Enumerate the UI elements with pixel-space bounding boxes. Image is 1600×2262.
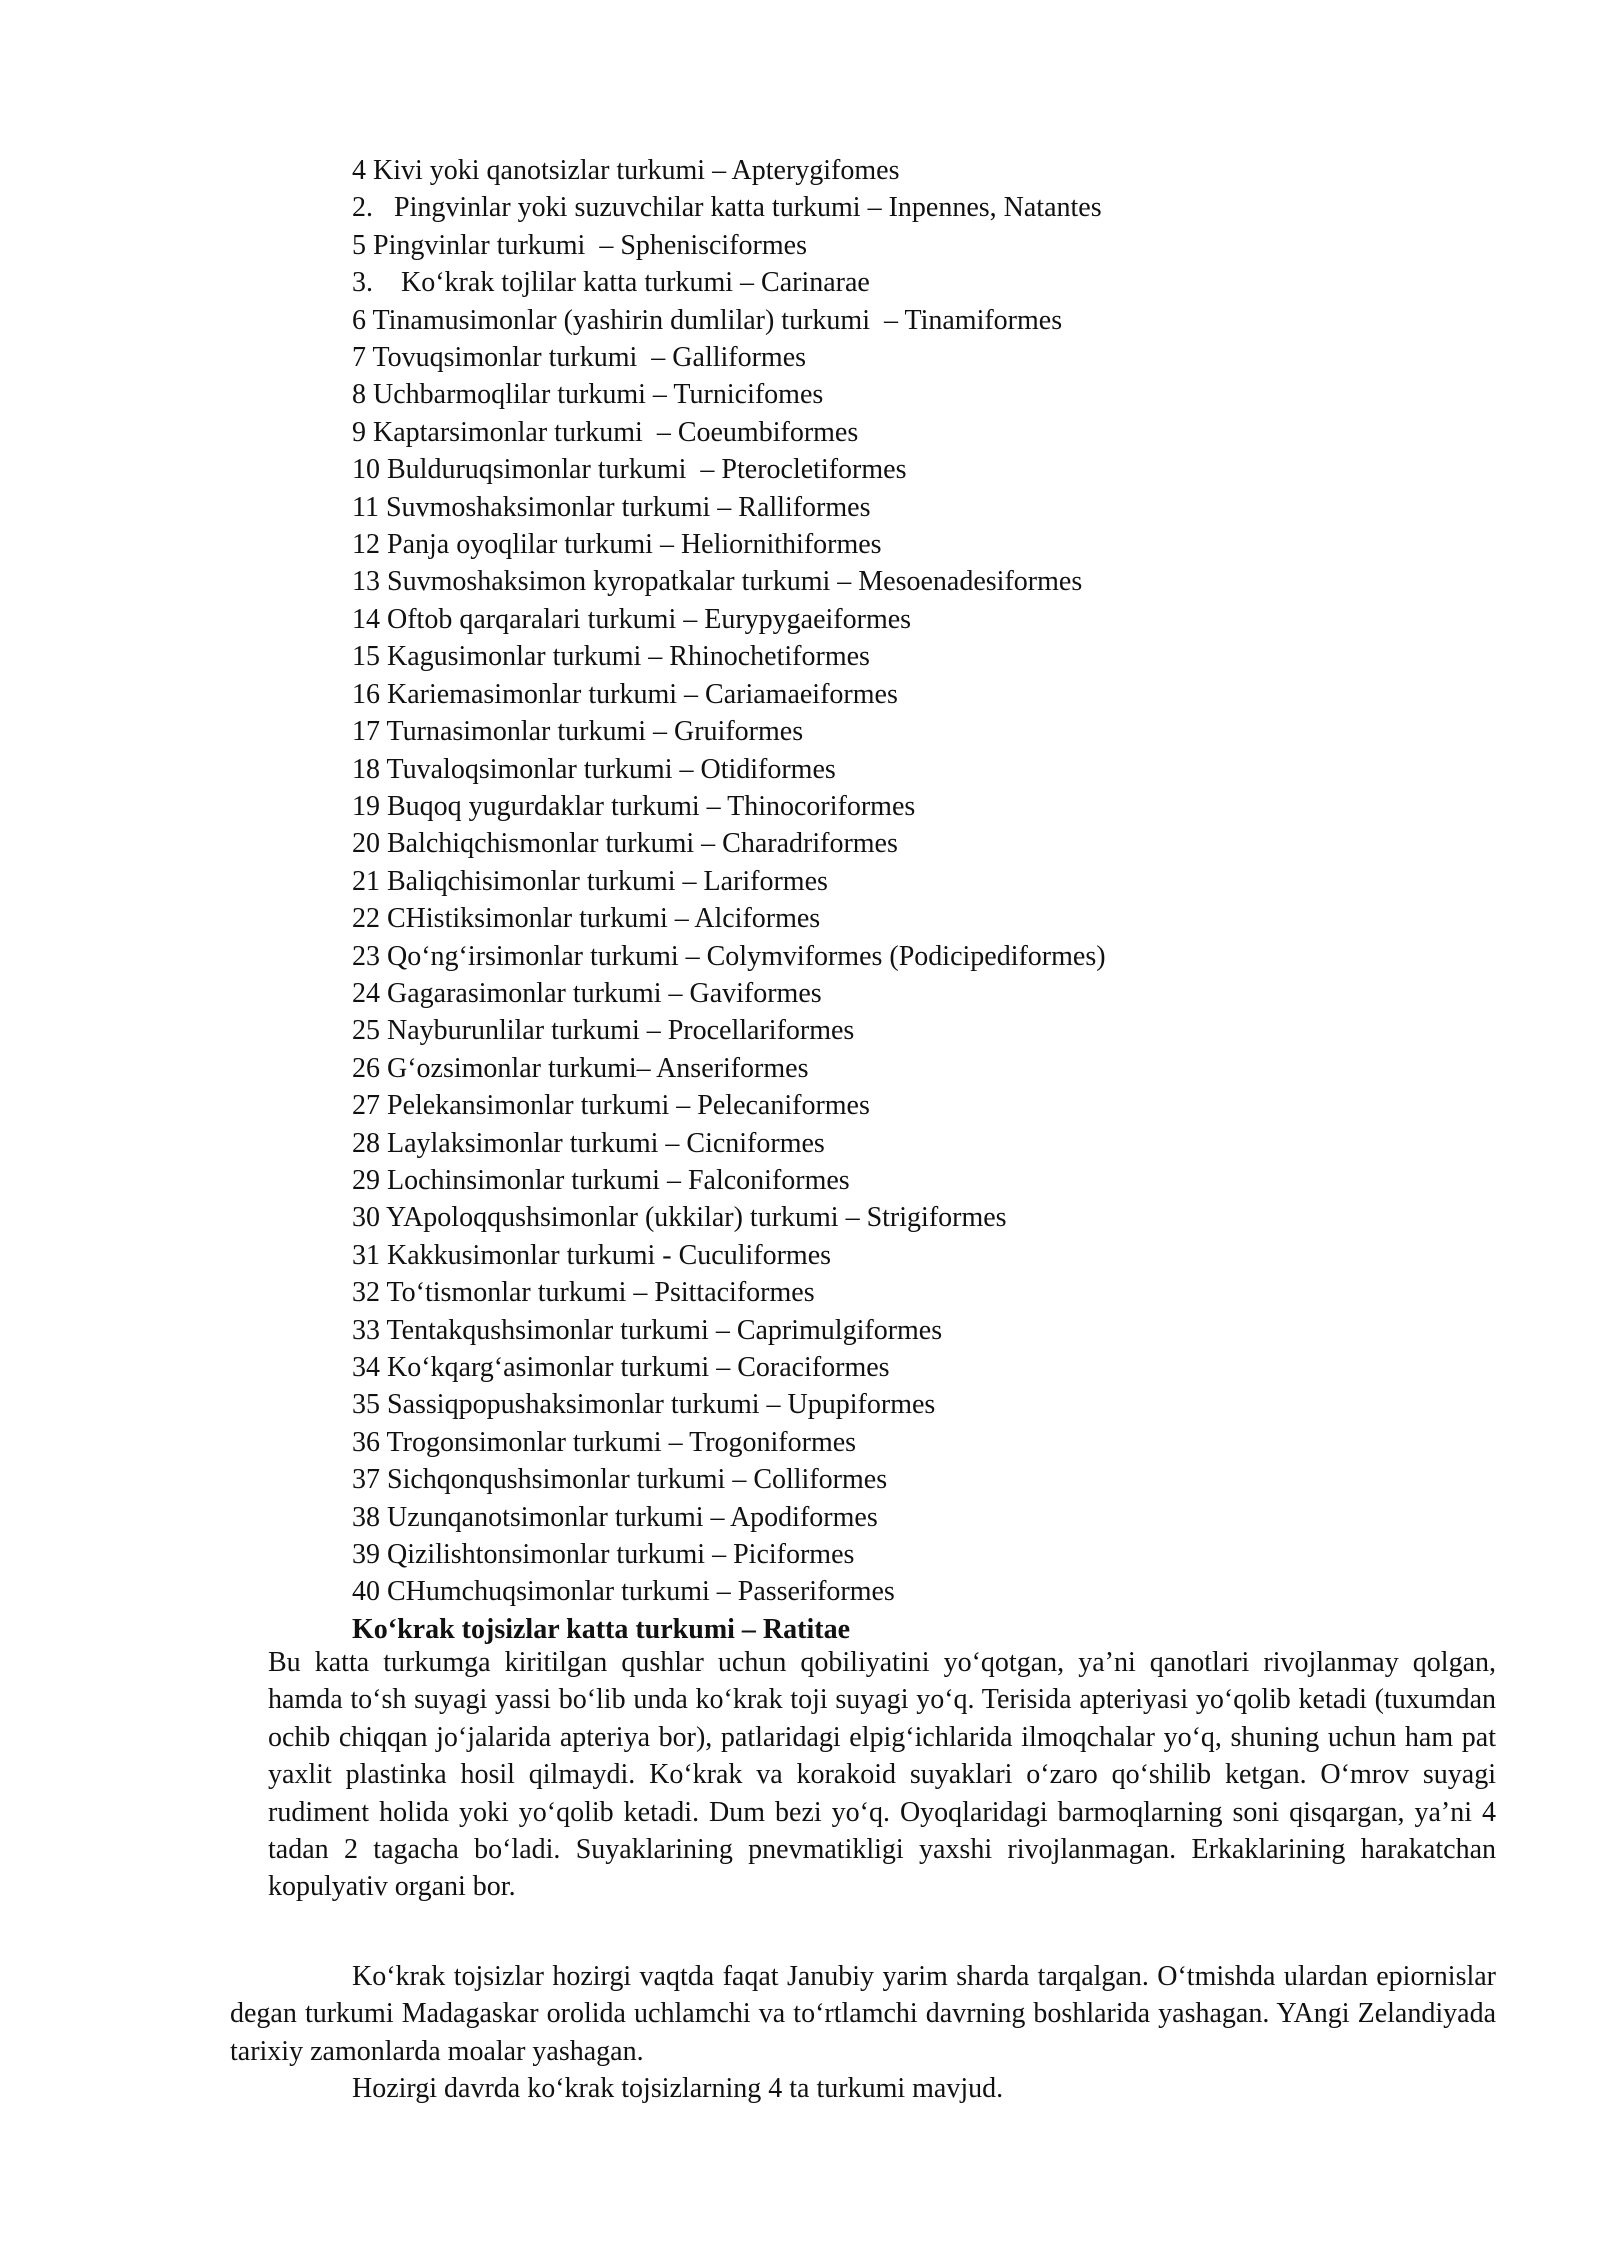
- list-item: 2. Pingvinlar yoki suzuvchilar katta turkumi – Inpennes, Natantes: [352, 192, 1102, 224]
- ratitae-description-paragraph: Bu katta turkumga kiritilgan qushlar uchun qobiliyatini yo‘qotgan, ya’ni qanotlari rivojlanmay qolgan, hamda to‘sh suyagi yassi bo‘lib unda ko‘krak toji suyagi yo‘q. Terisida apteriyasi yo‘qolib ketadi (tuxumdan ochib chiqqan jo‘jalarida apteriya bor), patlaridagi elpig‘ichlarida ilmoqchalar yo‘q, shuning uchun ham pat yaxlit plastinka hosil qilmaydi. Ko‘krak va korakoid suyaklari o‘zaro qo‘shilib ketgan. O‘mrov suyagi rudiment holida yoki yo‘qolib ketadi. Dum bezi yo‘q. Oyoqlaridagi barmoqlarning soni qisqargan, ya’ni 4 tadan 2 tagacha bo‘ladi. Suyaklarining pnevmatikligi yaxshi rivojlanmagan. Erkaklarining harakatchan kopulyativ organi bor.: [268, 1647, 1496, 1903]
- list-item: 8 Uchbarmoqlilar turkumi – Turnicifomes: [352, 379, 824, 411]
- list-item: 28 Laylaksimonlar turkumi – Cicniformes: [352, 1127, 825, 1159]
- list-item: 21 Baliqchisimonlar turkumi – Lariformes: [352, 865, 828, 897]
- list-item: 22 CHistiksimonlar turkumi – Alciformes: [352, 903, 821, 935]
- list-item: 33 Tentakqushsimonlar turkumi – Caprimulgiformes: [352, 1314, 943, 1346]
- list-item: 40 CHumchuqsimonlar turkumi – Passeriformes: [352, 1576, 895, 1608]
- list-item: 9 Kaptarsimonlar turkumi – Coeumbiformes: [352, 416, 859, 448]
- orders-count-paragraph: Hozirgi davrda ko‘krak tojsizlarning 4 ta turkumi mavjud.: [352, 2073, 1004, 2104]
- list-item: 19 Buqoq yugurdaklar turkumi – Thinocoriformes: [352, 790, 916, 822]
- list-item: 30 YApoloqqushsimonlar (ukkilar) turkumi – Strigiformes: [352, 1202, 1007, 1234]
- list-item: 18 Tuvaloqsimonlar turkumi – Otidiformes: [352, 753, 836, 785]
- list-item: 6 Tinamusimonlar (yashirin dumlilar) turkumi – Tinamiformes: [352, 304, 1063, 336]
- bird-orders-list: [352, 152, 1502, 1648]
- list-item: 15 Kagusimonlar turkumi – Rhinochetiformes: [352, 641, 870, 673]
- list-item: 25 Nayburunlilar turkumi – Procellariformes: [352, 1015, 855, 1047]
- list-item: 34 Ko‘kqarg‘asimonlar turkumi – Coraciformes: [352, 1352, 890, 1383]
- list-item: 29 Lochinsimonlar turkumi – Falconiformes: [352, 1164, 850, 1196]
- list-item: 35 Sassiqpopushaksimonlar turkumi – Upupiformes: [352, 1389, 936, 1421]
- list-item: 37 Sichqonqushsimonlar turkumi – Colliformes: [352, 1464, 888, 1496]
- list-item: 12 Panja oyoqlilar turkumi – Heliornithiformes: [352, 529, 882, 561]
- list-item: 26 G‘ozsimonlar turkumi– Anseriformes: [352, 1052, 809, 1084]
- list-item: 13 Suvmoshaksimon kyropatkalar turkumi – Mesoenadesiformes: [352, 566, 1083, 598]
- list-item: 31 Kakkusimonlar turkumi - Cuculiformes: [352, 1239, 832, 1271]
- list-item: 14 Oftob qarqaralari turkumi – Eurypygaeiformes: [352, 603, 912, 635]
- list-item: 11 Suvmoshaksimonlar turkumi – Ralliformes: [352, 491, 871, 523]
- list-item: 17 Turnasimonlar turkumi – Gruiformes: [352, 716, 804, 748]
- list-item: 39 Qizilishtonsimonlar turkumi – Piciformes: [352, 1539, 855, 1571]
- list-item: 7 Tovuqsimonlar turkumi – Galliformes: [352, 342, 807, 374]
- list-item: 20 Balchiqchismonlar turkumi – Charadriformes: [352, 828, 898, 860]
- list-item: 38 Uzunqanotsimonlar turkumi – Apodiformes: [352, 1501, 878, 1533]
- list-item: 16 Kariemasimonlar turkumi – Cariamaeiformes: [352, 678, 898, 710]
- list-item: 10 Bulduruqsimonlar turkumi – Pterocletiformes: [352, 454, 907, 486]
- list-item: 27 Pelekansimonlar turkumi – Pelecaniformes: [352, 1090, 870, 1122]
- list-item: 32 To‘tismonlar turkumi – Psittaciformes: [352, 1277, 815, 1309]
- list-item: 5 Pingvinlar turkumi – Sphenisciformes: [352, 229, 807, 261]
- list-item: 24 Gagarasimonlar turkumi – Gaviformes: [352, 977, 822, 1009]
- section-heading: Ko‘krak tojsizlar katta turkumi – Ratitae: [352, 1613, 850, 1645]
- list-item: 23 Qo‘ng‘irsimonlar turkumi – Colymviformes (Podicipediformes): [352, 940, 1106, 972]
- list-item: 3. Ko‘krak tojlilar katta turkumi – Carinarae: [352, 267, 870, 299]
- list-item: 36 Trogonsimonlar turkumi – Trogoniformes: [352, 1426, 857, 1458]
- list-item: 4 Kivi yoki qanotsizlar turkumi – Apterygifomes: [352, 155, 900, 186]
- distribution-paragraph: Ko‘krak tojsizlar hozirgi vaqtda faqat Janubiy yarim sharda tarqalgan. O‘tmishda ulardan epiornislar degan turkumi Madagaskar orolida uchlamchi va to‘rtlamchi davrning boshlarida yashagan. YAngi Zelandiyada tarixiy zamonlarda moalar yashagan.: [230, 1961, 1496, 2067]
